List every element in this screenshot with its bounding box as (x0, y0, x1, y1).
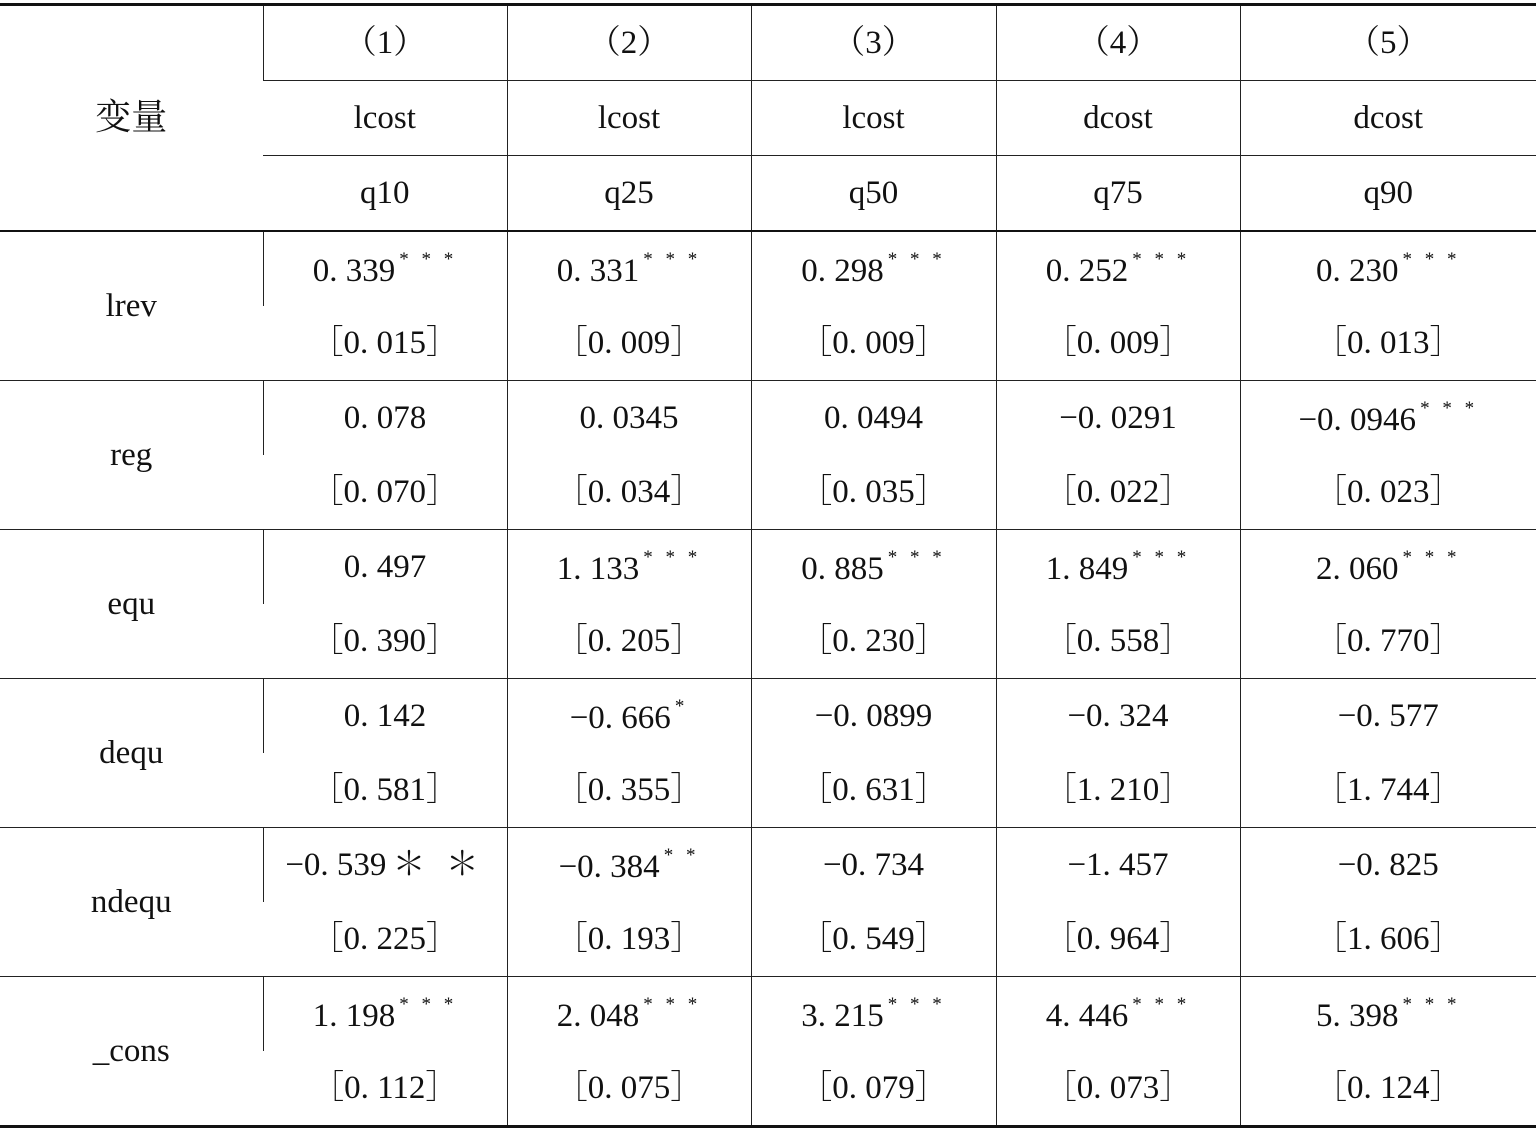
coefficient-value: 5. 398 (1316, 998, 1399, 1034)
coefficient-value: 0. 0345 (579, 399, 679, 436)
significance-stars: * * * (1132, 249, 1191, 270)
significance-stars: * * * (1420, 398, 1479, 419)
column-number-1: （1） (263, 5, 507, 81)
coefficient-value: −0. 384 (558, 849, 660, 885)
standard-error-value: ［0. 355］ (507, 753, 751, 828)
standard-error-value: ［0. 549］ (751, 902, 996, 977)
coefficient-cell (996, 381, 1240, 456)
header-row-model-number (0, 5, 1536, 81)
coefficient-cell (507, 977, 751, 1052)
coefficient-value: 0. 078 (343, 399, 427, 436)
standard-error-value: ［0. 073］ (996, 1051, 1240, 1127)
variable-name: dequ (0, 679, 263, 828)
significance-stars: * * * (643, 249, 702, 270)
standard-error-value: ［0. 009］ (507, 306, 751, 381)
standard-error-value: ［0. 770］ (1240, 604, 1536, 679)
coefficient-cell (996, 828, 1240, 903)
significance-stars: * (674, 696, 689, 717)
column-quantile-4: q75 (996, 156, 1240, 232)
column-dep-3: lcost (751, 81, 996, 156)
column-dep-5: dcost (1240, 81, 1536, 156)
coefficient-value: −0. 825 (1337, 846, 1439, 883)
variable-name: ndequ (0, 828, 263, 977)
standard-error-value: ［0. 022］ (996, 455, 1240, 530)
coefficient-value: −0. 0899 (814, 697, 933, 734)
significance-stars: * * * (887, 249, 946, 270)
coefficient-value: 0. 252 (1045, 253, 1129, 289)
standard-error-value: ［0. 558］ (996, 604, 1240, 679)
standard-error-value: ［0. 023］ (1240, 455, 1536, 530)
significance-stars: * * * (643, 994, 702, 1015)
column-number-4: （4） (996, 5, 1240, 81)
coefficient-value: 2. 060 (1316, 551, 1399, 587)
coefficient-cell (751, 977, 996, 1052)
coefficient-cell (996, 679, 1240, 754)
coefficient-cell (263, 977, 507, 1052)
coefficient-cell (751, 231, 996, 306)
standard-error-value: ［0. 009］ (751, 306, 996, 381)
standard-error-value: ［1. 744］ (1240, 753, 1536, 828)
coefficient-value: 0. 230 (1316, 253, 1399, 289)
significance-stars: * * * (643, 547, 702, 568)
coefficient-value: −0. 0946 (1298, 402, 1417, 438)
coefficient-cell (751, 679, 996, 754)
table-row (0, 679, 1536, 754)
coefficient-cell (751, 828, 996, 903)
variable-name: reg (0, 381, 263, 530)
coefficient-value: 1. 133 (556, 551, 640, 587)
column-dep-1: lcost (263, 81, 507, 156)
coefficient-cell (996, 530, 1240, 605)
variable-header: 变量 (0, 5, 263, 232)
column-number-2: （2） (507, 5, 751, 81)
standard-error-value: ［0. 013］ (1240, 306, 1536, 381)
coefficient-value: −0. 577 (1337, 697, 1439, 734)
standard-error-value: ［0. 015］ (263, 306, 507, 381)
table-row (0, 828, 1536, 903)
coefficient-value: −1. 457 (1067, 846, 1169, 883)
table-row (0, 530, 1536, 605)
significance-stars: * * * (1132, 547, 1191, 568)
column-dep-4: dcost (996, 81, 1240, 156)
coefficient-cell (1240, 381, 1536, 456)
standard-error-value: ［0. 079］ (751, 1051, 996, 1127)
coefficient-cell (263, 530, 507, 605)
standard-error-value: ［0. 581］ (263, 753, 507, 828)
coefficient-cell (1240, 530, 1536, 605)
standard-error-value: ［0. 964］ (996, 902, 1240, 977)
significance-stars: * * (663, 845, 700, 866)
variable-name: lrev (0, 231, 263, 381)
coefficient-value: 2. 048 (556, 998, 640, 1034)
standard-error-value: ［0. 035］ (751, 455, 996, 530)
standard-error-value: ［0. 112］ (263, 1051, 507, 1127)
coefficient-cell (1240, 977, 1536, 1052)
standard-error-value: ［0. 124］ (1240, 1051, 1536, 1127)
coefficient-value: −0. 666 (569, 700, 671, 736)
standard-error-value: ［0. 070］ (263, 455, 507, 530)
coefficient-value: −0. 539 (285, 846, 387, 883)
coefficient-value: 0. 497 (343, 548, 427, 585)
coefficient-cell (1240, 231, 1536, 306)
coefficient-cell (507, 231, 751, 306)
coefficient-value: 0. 298 (801, 253, 884, 289)
coefficient-cell (996, 977, 1240, 1052)
standard-error-value: ［0. 009］ (996, 306, 1240, 381)
column-number-5: （5） (1240, 5, 1536, 81)
standard-error-value: ［0. 631］ (751, 753, 996, 828)
coefficient-cell (751, 530, 996, 605)
coefficient-cell (1240, 828, 1536, 903)
table-row (0, 231, 1536, 306)
standard-error-value: ［0. 193］ (507, 902, 751, 977)
standard-error-value: ［0. 225］ (263, 902, 507, 977)
column-number-3: （3） (751, 5, 996, 81)
standard-error-value: ［1. 210］ (996, 753, 1240, 828)
table-body (0, 231, 1536, 1127)
significance-stars: ＊ ＊ (392, 846, 485, 883)
coefficient-value: 1. 198 (312, 998, 396, 1034)
coefficient-value: 3. 215 (801, 998, 884, 1034)
quantile-regression-table (0, 3, 1536, 1128)
coefficient-value: 0. 885 (801, 551, 884, 587)
regression-table-container (0, 3, 1536, 1128)
significance-stars: * * * (399, 249, 458, 270)
coefficient-cell (751, 381, 996, 456)
variable-name: _cons (0, 977, 263, 1127)
column-quantile-2: q25 (507, 156, 751, 232)
significance-stars: * * * (399, 994, 458, 1015)
standard-error-value: ［0. 205］ (507, 604, 751, 679)
standard-error-value: ［0. 034］ (507, 455, 751, 530)
variable-name: equ (0, 530, 263, 679)
coefficient-value: 0. 0494 (824, 399, 923, 436)
coefficient-cell (1240, 679, 1536, 754)
standard-error-value: ［1. 606］ (1240, 902, 1536, 977)
column-quantile-5: q90 (1240, 156, 1536, 232)
coefficient-cell (507, 828, 751, 903)
standard-error-value: ［0. 390］ (263, 604, 507, 679)
table-row (0, 381, 1536, 456)
coefficient-value: 0. 331 (556, 253, 640, 289)
significance-stars: * * * (887, 547, 946, 568)
coefficient-cell (996, 231, 1240, 306)
coefficient-cell (263, 381, 507, 456)
coefficient-cell (507, 679, 751, 754)
significance-stars: * * * (1402, 547, 1461, 568)
coefficient-value: 0. 142 (343, 697, 427, 734)
coefficient-cell (263, 828, 507, 903)
standard-error-value: ［0. 230］ (751, 604, 996, 679)
coefficient-value: −0. 324 (1067, 697, 1169, 734)
column-dep-2: lcost (507, 81, 751, 156)
table-header (0, 5, 1536, 232)
coefficient-value: −0. 734 (822, 846, 925, 883)
column-quantile-1: q10 (263, 156, 507, 232)
coefficient-value: 4. 446 (1045, 998, 1129, 1034)
coefficient-value: 1. 849 (1045, 551, 1129, 587)
significance-stars: * * * (1132, 994, 1191, 1015)
significance-stars: * * * (1402, 249, 1461, 270)
coefficient-cell (507, 530, 751, 605)
column-quantile-3: q50 (751, 156, 996, 232)
significance-stars: * * * (887, 994, 946, 1015)
significance-stars: * * * (1402, 994, 1461, 1015)
coefficient-value: −0. 0291 (1059, 399, 1177, 436)
standard-error-value: ［0. 075］ (507, 1051, 751, 1127)
coefficient-cell (507, 381, 751, 456)
table-row (0, 977, 1536, 1052)
coefficient-value: 0. 339 (312, 253, 396, 289)
coefficient-cell (263, 231, 507, 306)
coefficient-cell (263, 679, 507, 754)
